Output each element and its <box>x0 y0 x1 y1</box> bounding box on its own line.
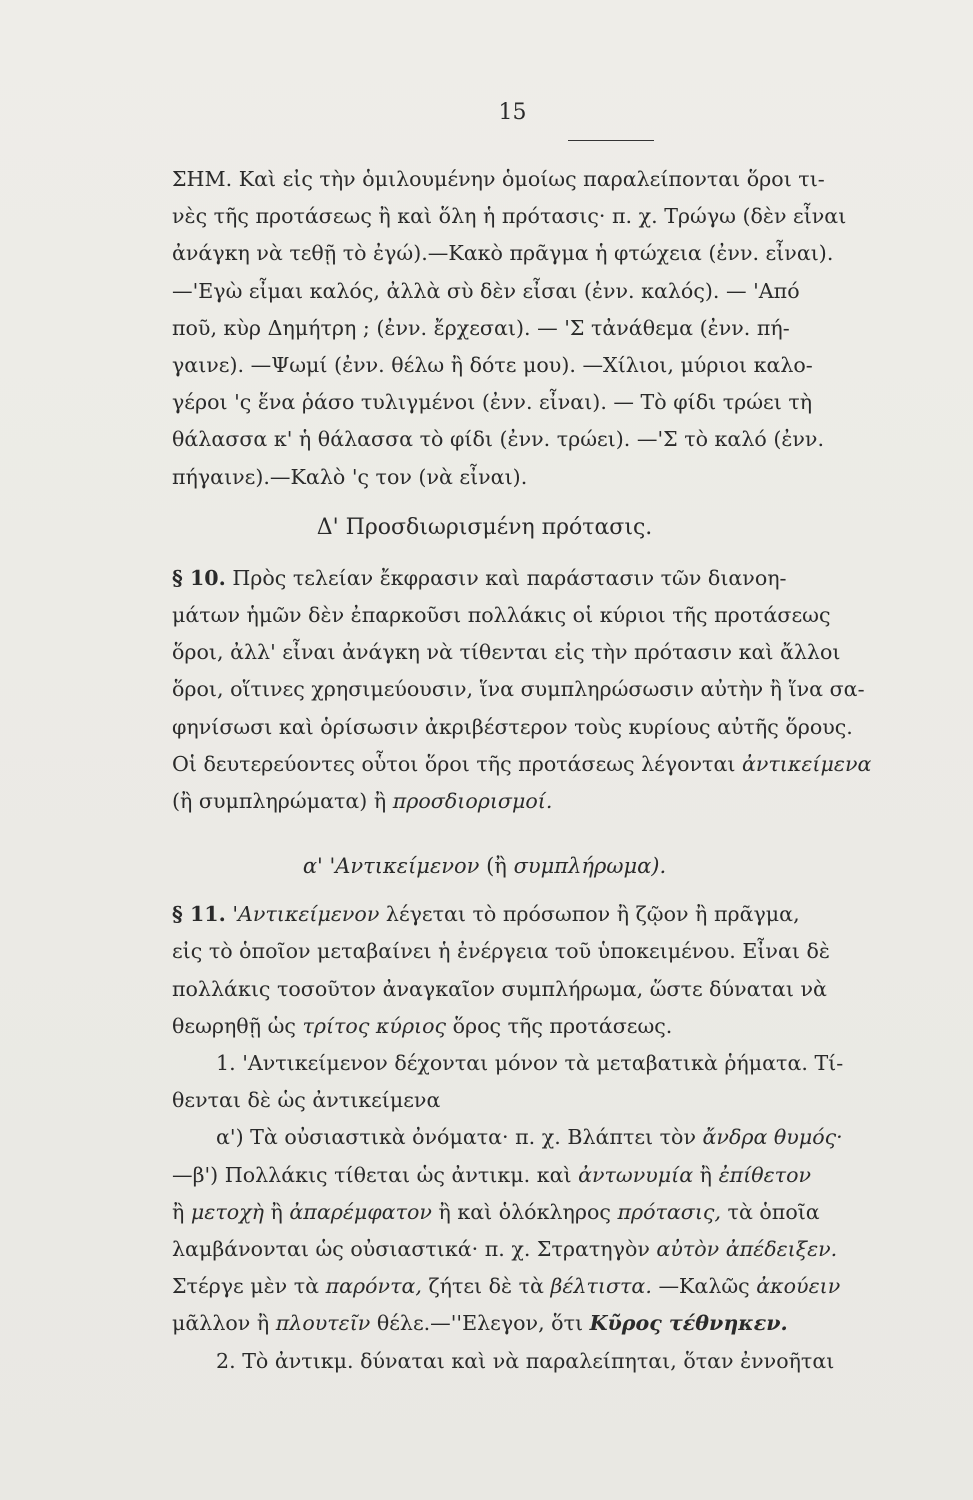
list-item-2: 2. Τὸ ἀντικμ. δύναται καὶ νὰ παραλείπηται, ὅταν ἐννοῆται <box>216 1348 835 1373</box>
note-line: ἀνάγκη νὰ τεθῇ τὸ ἐγώ).—Κακὸ πρᾶγμα ἡ φτώχεια (ἐνν. εἶναι). <box>172 241 834 266</box>
note-line: —'Εγὼ εἶμαι καλός, ἀλλὰ σὺ δὲν εἶσαι (ἐνν. καλός). — 'Από <box>172 278 800 303</box>
paragraph-text: θέλε.—''Ελεγον, ὅτι <box>376 1311 584 1336</box>
paragraph-text: α') Τὰ οὐσιαστικὰ ὀνόματα· π. χ. Βλάπτει τὸν <box>216 1125 696 1150</box>
paragraph-text: (ἢ συμπληρώματα) ἢ <box>172 789 387 814</box>
paragraph-line: εἰς τὸ ὁποῖον μεταβαίνει ἡ ἐνέργεια τοῦ ὑποκειμένου. Εἶναι δὲ <box>172 939 830 964</box>
paragraph-line <box>172 1194 820 1231</box>
term-italic: παρόντα, <box>325 1274 422 1299</box>
term-italic: μετοχὴ <box>190 1199 264 1224</box>
paragraph-text: Οἱ δευτερεύοντες οὗτοι ὅροι τῆς προτάσεως λέγονται <box>172 751 736 776</box>
paragraph-text: ζήτει δὲ τὰ <box>428 1274 544 1299</box>
paragraph-text: λέγεται τὸ πρόσωπον ἢ ζῷον ἢ πρᾶγμα, <box>385 902 800 927</box>
paragraph-text: —β') Πολλάκις τίθεται ὡς ἀντικμ. καὶ <box>172 1162 572 1187</box>
term-italic: ἀκούειν <box>756 1274 841 1299</box>
note-line: γέροι 'ς ἕνα ῥάσο τυλιγμένοι (ἐνν. εἶναι). — Τὸ φίδι τρώει τὴ <box>172 390 813 415</box>
note-line: ΣΗΜ. Καὶ εἰς τὴν ὁμιλουμένην ὁμοίως παραλείπονται ὅροι τι- <box>172 167 825 191</box>
paragraph-10 <box>172 560 872 820</box>
list-item-1: 1. 'Αντικείμενον δέχονται μόνον τὰ μεταβατικὰ ῥήματα. Τί- <box>216 1051 844 1076</box>
paragraph-line <box>172 1231 838 1268</box>
heading-term: συμπλήρωμα). <box>513 854 667 879</box>
paragraph-text: —Καλῶς <box>658 1274 750 1299</box>
paragraph-text: ἢ <box>270 1199 283 1224</box>
heading-prefix: α' <box>302 854 323 879</box>
paragraph-line: ὅροι, οἵτινες χρησιμεύουσιν, ἵνα συμπληρώσωσιν αὐτὴν ἢ ἵνα σα- <box>172 677 865 702</box>
paragraph-line: φηνίσωσι καὶ ὁρίσωσιν ἀκριβέστερον τοὺς κυρίους αὐτῆς ὅρους. <box>172 714 853 739</box>
paragraph-line <box>172 1305 797 1342</box>
list-item-a <box>172 1119 843 1156</box>
paragraph-text: ἢ <box>172 1199 185 1224</box>
paragraph-line <box>172 1008 797 1045</box>
term-italic: ἐπίθετον <box>718 1162 811 1187</box>
note-paragraph <box>172 161 847 496</box>
term-italic: τρίτος κύριος <box>302 1013 447 1038</box>
term-italic: βέλτιστα. <box>550 1274 652 1299</box>
term-italic: ἀντικείμενα <box>741 751 872 776</box>
term-italic: ἄνδρα θυμός· <box>702 1125 843 1150</box>
note-line: νὲς τῆς προτάσεως ἢ καὶ ὅλη ἡ πρότασις· π. χ. Τρώγω (δὲν εἶναι <box>172 204 847 229</box>
paragraph-text: λαμβάνονται ὡς οὐσιαστικά· π. χ. Στρατηγὸν <box>172 1237 650 1262</box>
term-italic: 'Αντικείμενον <box>232 902 380 927</box>
paragraph-line <box>172 896 800 933</box>
section-heading-d: Δ' Προσδιωρισμένη πρότασις. <box>316 514 653 540</box>
paragraph-line <box>172 746 872 783</box>
paragraph-text: τὰ ὁποῖα <box>727 1199 820 1224</box>
term-italic: προσδιορισμοί. <box>392 789 553 814</box>
note-line: θάλασσα κ' ἡ θάλασσα τὸ φίδι (ἐνν. τρώει). —'Σ τὸ καλό (ἐνν. <box>172 427 825 452</box>
term-italic: ἀντωνυμία <box>578 1162 694 1187</box>
paragraph-line <box>172 1268 841 1305</box>
heading-term: 'Αντικείμενον <box>329 854 480 879</box>
page-number: 15 <box>498 100 527 125</box>
paragraph-text: Στέργε μὲν τὰ <box>172 1274 320 1299</box>
term-italic: πρότασις, <box>617 1199 721 1224</box>
paragraph-line <box>172 783 797 820</box>
paragraph-number: § 11. <box>172 902 226 927</box>
heading-paren: (ἢ <box>486 854 507 879</box>
paragraph-11 <box>172 896 844 1380</box>
header-rule <box>568 140 654 141</box>
term-italic: αὐτὸν <box>656 1237 720 1262</box>
term-italic: ἀπέδειξεν. <box>725 1237 838 1262</box>
paragraph-line: θενται δὲ ὡς ἀντικείμενα <box>172 1088 441 1113</box>
section-heading-a <box>172 846 797 886</box>
paragraph-text: ἢ καὶ ὁλόκληρος <box>438 1199 611 1224</box>
list-item-b <box>172 1157 811 1194</box>
paragraph-text: ὅρος τῆς προτάσεως. <box>452 1013 673 1038</box>
paragraph-text: ἢ <box>699 1162 713 1187</box>
term-italic: ἀπαρέμφατον <box>289 1199 432 1224</box>
paragraph-number: § 10. <box>172 565 226 590</box>
paragraph-text: Πρὸς τελείαν ἔκφρασιν καὶ παράστασιν τῶν διανοη- <box>232 565 787 590</box>
paragraph-line <box>172 560 797 597</box>
paragraph-line: ὅροι, ἀλλ' εἶναι ἀνάγκη νὰ τίθενται εἰς τὴν πρότασιν καὶ ἄλλοι <box>172 640 841 665</box>
term-bold-italic: Κῦρος τέθνηκεν. <box>589 1311 788 1336</box>
note-line: πήγαινε).—Καλὸ 'ς τον (νὰ εἶναι). <box>172 464 528 489</box>
paragraph-text: μᾶλλον ἢ <box>172 1311 270 1336</box>
paragraph-text: θεωρηθῇ ὡς <box>172 1013 296 1038</box>
note-line: ποῦ, κὺρ Δημήτρη ; (ἐνν. ἔρχεσαι). — 'Σ τἀνάθεμα (ἐνν. πή- <box>172 315 790 340</box>
paragraph-line: πολλάκις τοσοῦτον ἀναγκαῖον συμπλήρωμα, ὥστε δύναται νὰ <box>172 976 827 1001</box>
term-italic: πλουτεῖν <box>275 1311 371 1336</box>
note-line: γαινε). —Ψωμί (ἐνν. θέλω ἢ δότε μου). —Χίλιοι, μύριοι καλο- <box>172 353 813 378</box>
paragraph-line: μάτων ἡμῶν δὲν ἐπαρκοῦσι πολλάκις οἱ κύριοι τῆς προτάσεως <box>172 603 831 628</box>
